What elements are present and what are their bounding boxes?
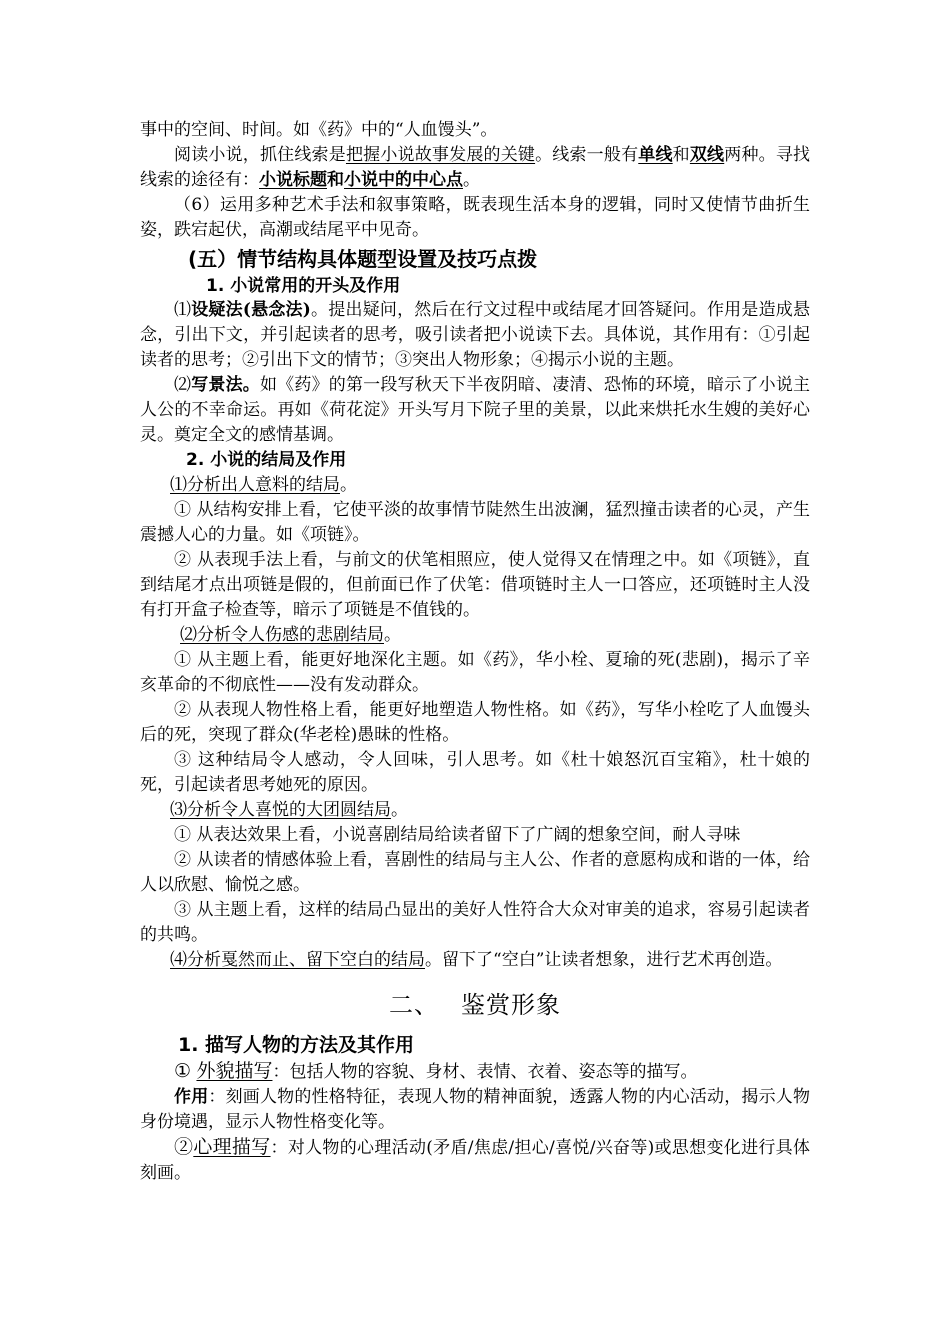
ending-1-point-1: ① 从结构安排上看，它使平淡的故事情节陡然生出波澜，猛烈撞击读者的心灵，产生震撼人心的力量。如《项链》。 [140, 500, 810, 545]
ending-type-title: ⑶分析令人喜悦的大团圆结局 [170, 800, 391, 820]
item-number: ⑴ [174, 300, 192, 320]
text-span: 。 [340, 475, 357, 495]
ending-3-point-1: ① 从表达效果上看，小说喜剧结局给读者留下了广阔的想象空间，耐人寻味 [174, 825, 741, 845]
item-number: ② [174, 1136, 194, 1158]
text-span: 如《药》的第一段写秋天下半夜阴暗、凄清、恐怖的环境，暗示了小说主人公的不幸命运。再如《荷花淀》开头写月下院子里的美景，以此来烘托水生嫂的美好心灵。奠定全文的感情基调。 [140, 375, 811, 445]
ending-type-title: ⑷分析戛然而止、留下空白的结局 [170, 950, 425, 970]
ending-type-title: ⑵分析令人伤感的悲剧结局 [180, 625, 384, 645]
paragraph-suspense-method [140, 298, 810, 373]
text-span: 。 [384, 625, 401, 645]
ending-2-point-1: ① 从主题上看，能更好地深化主题。如《药》，华小栓、夏瑜的死(悲剧)，揭示了辛亥革命的不彻底性——没有发动群众。 [140, 650, 810, 695]
ending-2-point-3: ③ 这种结局令人感动，令人回味，引人思考。如《杜十娘怒沉百宝箱》，杜十娘的死，引起读者思考她死的原因。 [140, 750, 810, 795]
psychology-description [140, 1135, 810, 1186]
ending-2-point-2: ② 从表现人物性格上看，能更好地塑造人物性格。如《药》，写华小栓吃了人血馒头后的死，突现了群众(华老栓)愚昧的性格。 [140, 700, 810, 745]
part-heading-2 [140, 987, 810, 1023]
ending-type-title: ⑴分析出人意料的结局 [170, 475, 340, 495]
text-span: 和 [672, 145, 690, 165]
item-number: ① [174, 1060, 192, 1082]
keyword-novel-title: 小说标题 [259, 170, 327, 190]
ending-type-2 [140, 623, 810, 648]
ending-3-point-2: ② 从读者的情感体验上看，喜剧性的结局与主人公、作者的意愿构成和谐的一体，给人以欣慰、愉悦之感。 [140, 850, 810, 895]
appearance-description [140, 1059, 810, 1085]
term-suspense: 设疑法(悬念法) [191, 300, 311, 320]
text-span: 。留下了“空白”让读者想象，进行艺术再创造。 [425, 950, 783, 970]
ending-type-1 [140, 473, 810, 498]
term-appearance: 外貌描写 [196, 1060, 273, 1082]
ending-1-point-2: ② 从表现手法上看，与前文的伏笔相照应，使人觉得又在情理之中。如《项链》，直到结尾才点出项链是假的，但前面已作了伏笔：借项链时主人一口答应，还项链时主人没有打开盒子检查等，暗示了项链是不值钱的。 [140, 550, 810, 620]
text-span: 。提出疑问，然后在行文过程中或结尾才回答疑问。作用是造成悬念，引出下文，并引起读者的思考，吸引读者把小说读下去。具体说，其作用有：①引起读者的思考；②引出下文的情节；③突出人物形象；④揭示小说的主题。 [140, 300, 811, 370]
text-span: ：对人物的心理活动(矛盾/焦虑/担心/喜悦/兴奋等)或思想变化进行具体刻画。 [140, 1138, 810, 1183]
paragraph-intro-end: 事中的空间、时间。如《药》中的“人血馒头”。 [140, 120, 498, 140]
paragraph-clue [140, 143, 810, 193]
effect-label: 作用 [174, 1087, 209, 1107]
document-page [140, 118, 810, 1186]
paragraph-item-6: （6）运用多种艺术手法和叙事策略，既表现生活本身的逻辑，同时又使情节曲折生姿，跌宕起伏，高潮或结尾平中见奇。 [140, 195, 810, 240]
subheading-openings: 1. 小说常用的开头及作用 [206, 276, 401, 296]
keyword-single-line: 单线 [638, 145, 673, 165]
text-span: ：包括人物的容貌、身材、表情、衣着、姿态等的描写。 [272, 1062, 698, 1082]
term-psychology: 心理描写 [193, 1136, 271, 1158]
text-span: ：刻画人物的性格特征，表现人物的精神面貌，透露人物的内心活动，揭示人物身份境遇，显示人物性格变化等。 [140, 1087, 811, 1132]
ending-3-point-3: ③ 从主题上看，这样的结局凸显出的美好人性符合大众对审美的追求，容易引起读者的共鸣。 [140, 900, 810, 945]
part-title: 鉴赏形象 [461, 991, 561, 1019]
underlined-phrase: 把握小说故事发展的关键 [345, 145, 536, 165]
keyword-center-point: 小说中的中心点 [344, 170, 463, 190]
keyword-double-line: 双线 [689, 145, 725, 165]
appearance-effect [140, 1085, 810, 1135]
text-span: 阅读小说，抓住线索是 [174, 145, 346, 165]
subheading-endings: 2. 小说的结局及作用 [186, 450, 347, 470]
text-span: 和 [327, 170, 344, 190]
section-heading-5: (五）情节结构具体题型设置及技巧点拨 [188, 247, 538, 271]
text-span: 。线索一般有 [535, 145, 639, 165]
subheading-describing-characters: 1. 描写人物的方法及其作用 [178, 1034, 415, 1056]
text-span: 。 [391, 800, 408, 820]
part-number: 二、 [389, 991, 439, 1019]
ending-type-3 [140, 798, 810, 823]
ending-type-4 [140, 948, 810, 973]
item-number: ⑵ [174, 375, 192, 395]
paragraph-scenery-method [140, 373, 810, 448]
text-span: 。 [463, 170, 480, 190]
term-scenery: 写景法。 [191, 375, 260, 395]
text-span: 两种。寻找线索的途径有： [140, 145, 811, 190]
